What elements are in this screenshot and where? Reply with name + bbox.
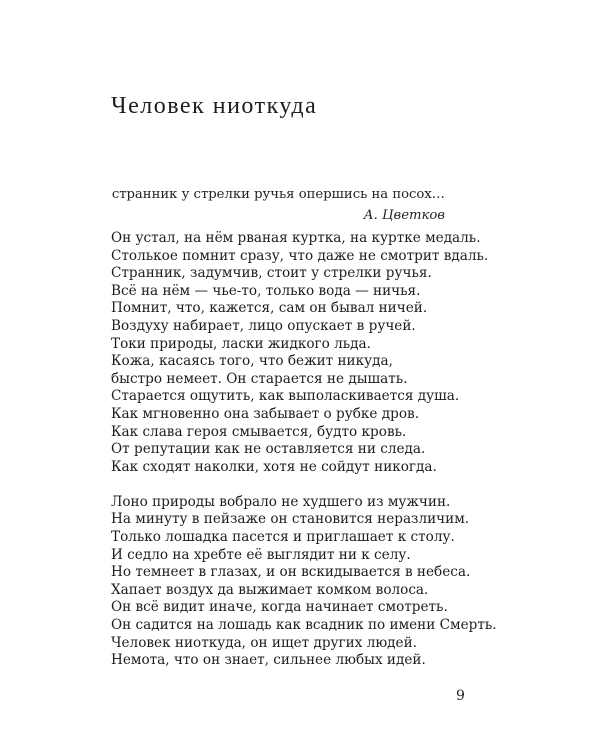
- poem-line: быстро немеет. Он старается не дышать.: [111, 370, 408, 387]
- poem-line: Странник, задумчив, стоит у стрелки ручья.: [111, 265, 432, 282]
- poem-line: Он всё видит иначе, когда начинает смотреть.: [111, 599, 448, 616]
- poem-line: Он устал, на нём рваная куртка, на куртке медаль.: [111, 230, 481, 246]
- poem-line: На минуту в пейзаже он становится неразличим.: [111, 511, 470, 528]
- poem-line: Воздуху набирает, лицо опускает в ручей.: [111, 317, 416, 334]
- poem-line: Он садится на лошадь как всадник по имени Смерть.: [111, 616, 497, 633]
- poem-line: Всё на нём — чье-то, только вода — ничья.: [111, 282, 421, 299]
- stanza-1: [111, 230, 491, 476]
- poem-line: Помнит, что, кажется, сам он бывал ничей.: [111, 300, 428, 317]
- epigraph: [112, 186, 445, 225]
- poem-line: Токи природы, ласки жидкого льда.: [111, 335, 371, 352]
- poem-line: Немота, что он знает, сильнее любых идей.: [111, 652, 426, 669]
- poem-line: Как сходят наколки, хотя не сойдут никогда.: [111, 458, 437, 475]
- poem-line: Лоно природы вобрало не худшего из мужчин.: [111, 493, 451, 510]
- poem-line: Но темнеет в глазах, и он вскидывается в небеса.: [111, 564, 471, 581]
- poem-line: Человек ниоткуда, он ищет других людей.: [111, 634, 417, 651]
- poem-line: Столькое помнит сразу, что даже не смотрит вдаль.: [111, 247, 489, 264]
- poem-line: Старается ощутить, как выполаскивается душа.: [111, 388, 460, 405]
- page-number: 9: [456, 688, 465, 704]
- poem-line: От репутации как не оставляется ни следа.: [111, 441, 426, 458]
- epigraph-text: странник у стрелки ручья опершись на посох…: [111, 187, 445, 202]
- poem-line: Кожа, касаясь того, что бежит никуда,: [111, 353, 393, 370]
- epigraph-author: А. Цветков: [363, 208, 445, 223]
- stanza-2: [111, 493, 497, 670]
- poem-line: И седло на хребте её выглядит ни к селу.: [111, 546, 411, 563]
- poem-line: Хапает воздух да выжимает комком волоса.: [111, 581, 429, 598]
- poem-line: Только лошадка пасется и приглашает к столу.: [111, 529, 455, 545]
- poem-line: Как мгновенно она забывает о рубке дров.: [111, 405, 420, 422]
- poem-body: [111, 230, 497, 670]
- poem-line: Как слава героя смывается, будто кровь.: [111, 423, 407, 440]
- poem-title: Человек ниоткуда: [111, 93, 318, 119]
